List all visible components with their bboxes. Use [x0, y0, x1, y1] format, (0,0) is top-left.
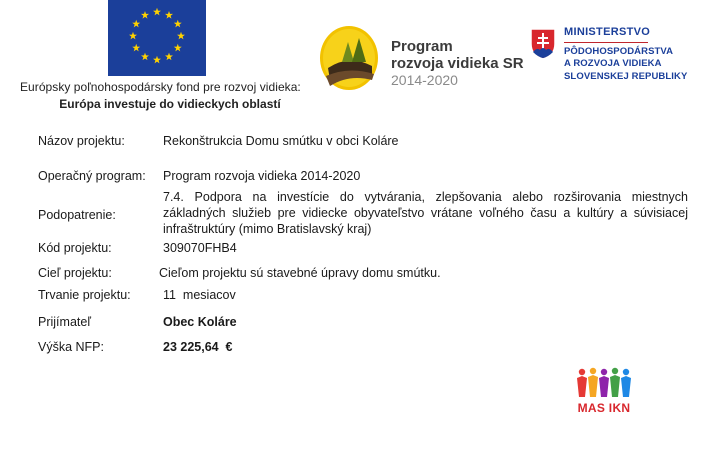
eu-star — [129, 32, 137, 40]
ministry-name — [564, 26, 714, 83]
eu-caption-line2: Európa investuje do vidieckych oblastí — [59, 97, 281, 111]
ministry-line2: PÔDOHOSPODÁRSTVA — [564, 45, 674, 57]
amount-label: Výška NFP: — [38, 340, 104, 354]
eu-star — [153, 8, 161, 16]
ministry-line4: SLOVENSKEJ REPUBLIKY — [564, 70, 688, 82]
duration-label: Trvanie projektu: — [38, 288, 131, 302]
eu-stars-icon — [108, 0, 206, 76]
eu-star — [165, 53, 173, 61]
goal-value: Cieľom projektu sú stavebné úpravy domu smútku. — [159, 266, 441, 280]
prv-line1: Program — [391, 38, 453, 55]
eu-caption — [20, 79, 320, 113]
prv-logo-icon — [318, 24, 380, 92]
eu-star — [177, 32, 185, 40]
code-label: Kód projektu: — [38, 241, 112, 255]
prv-line3: 2014-2020 — [391, 72, 458, 88]
eu-flag — [108, 0, 206, 76]
eu-star — [141, 53, 149, 61]
program-value: Program rozvoja vidieka 2014-2020 — [163, 169, 361, 183]
eu-star — [174, 44, 182, 52]
prv-line2: rozvoja vidieka SR — [391, 55, 524, 72]
goal-label: Cieľ projektu: — [38, 266, 112, 280]
ministry-divider — [564, 42, 648, 43]
eu-caption-line1: Európsky poľnohospodársky fond pre rozvoj vidieka: — [20, 80, 301, 94]
amount-value: 23 225,64 € — [163, 340, 233, 354]
eu-star — [165, 11, 173, 19]
recipient-label: Prijímateľ — [38, 315, 91, 329]
eu-star — [153, 56, 161, 64]
mas-people-icon — [576, 367, 632, 399]
code-value: 309070FHB4 — [163, 241, 237, 255]
recipient-value: Obec Koláre — [163, 315, 237, 329]
eu-star — [132, 20, 140, 28]
ministry-line1: MINISTERSTVO — [564, 26, 651, 38]
measure-value: 7.4. Podpora na investície do vytvárania, zlepšovania alebo rozširovania miestnych základných služieb pre vidiecke obyvateľstvo vrátane voľného času a kultúry a súvisiacej infraštruktúry (mimo Bratislavský kraj) — [163, 190, 688, 236]
mas-ikn-label: MAS IKN — [577, 401, 631, 415]
prv-title — [391, 38, 536, 89]
eu-star — [141, 11, 149, 19]
project-name-label: Názov projektu: — [38, 134, 125, 148]
measure-label: Podopatrenie: — [38, 208, 116, 222]
project-name-value: Rekonštrukcia Domu smútku v obci Koláre — [163, 134, 399, 148]
eu-star — [174, 20, 182, 28]
duration-value: 11 mesiacov — [163, 288, 236, 302]
ministry-line3: A ROZVOJA VIDIEKA — [564, 58, 662, 69]
eu-star — [132, 44, 140, 52]
program-label: Operačný program: — [38, 169, 146, 183]
slovak-coat-of-arms-icon — [530, 28, 556, 60]
